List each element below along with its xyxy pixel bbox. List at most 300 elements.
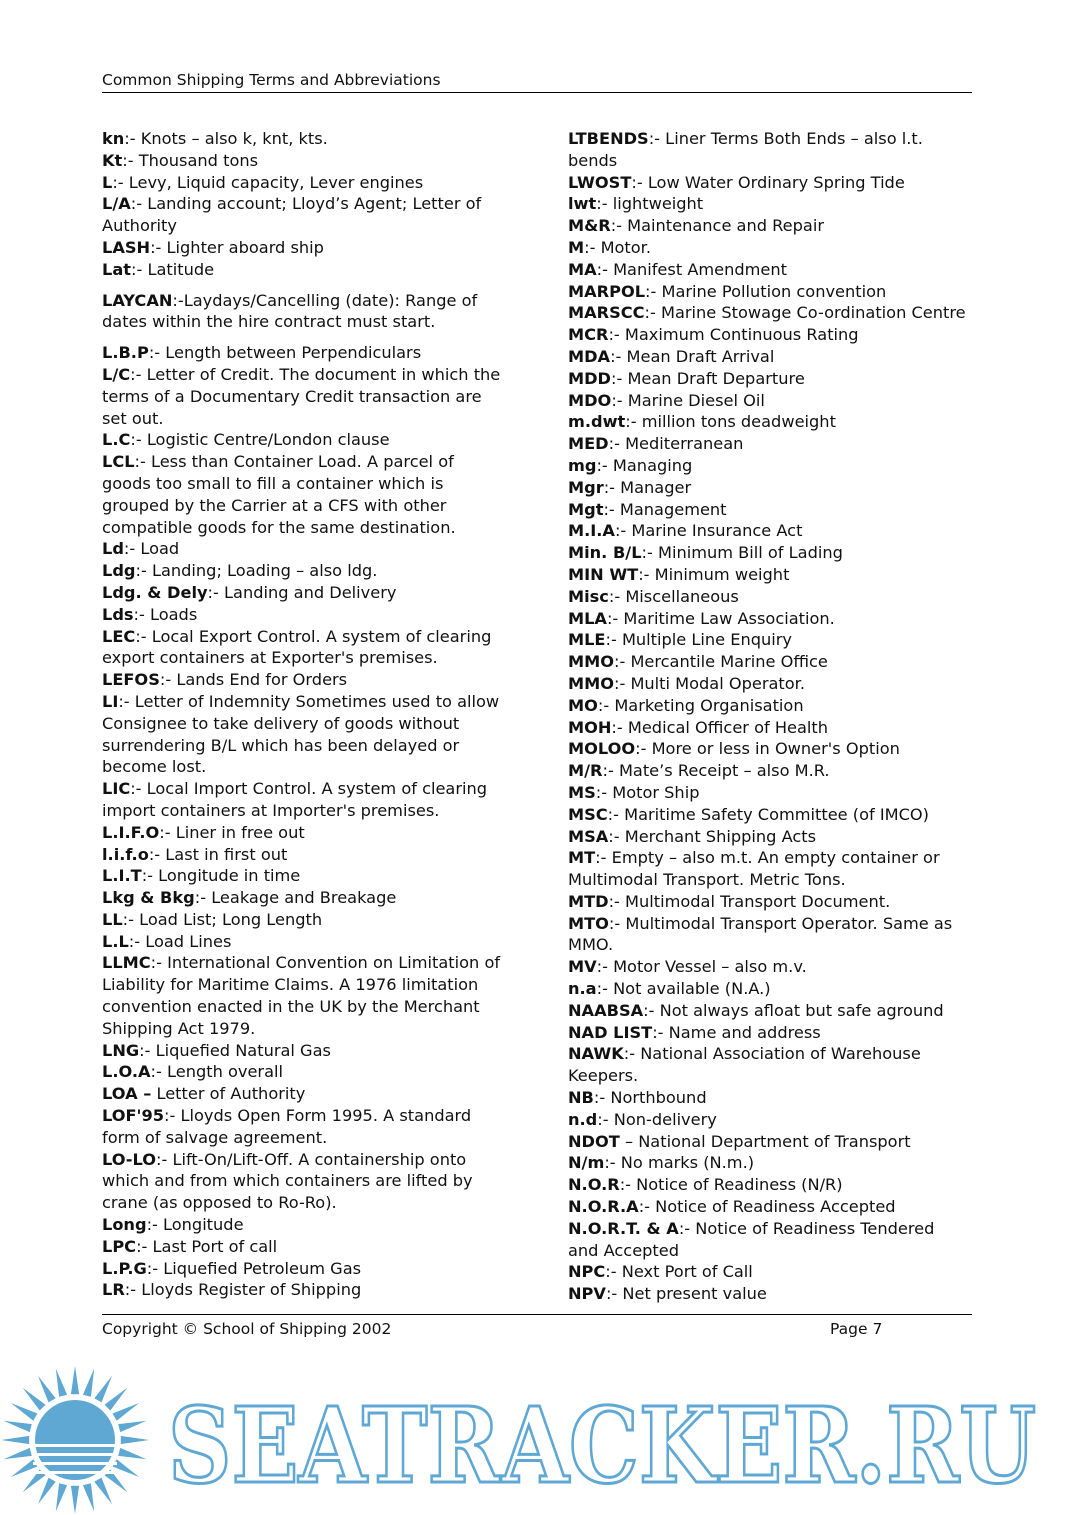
entry-separator: :- <box>608 913 626 933</box>
entry-term: MIN WT <box>568 564 639 584</box>
entry-separator: :- <box>139 1040 156 1060</box>
entry-separator: :- <box>608 325 625 345</box>
entry-definition: Logistic Centre/London clause <box>146 430 390 450</box>
entry-separator: :- <box>638 1197 656 1217</box>
entry-definition: Manifest Amendment <box>613 259 787 279</box>
entry-term: Ld <box>102 539 124 559</box>
entry-definition: Empty – also m.t. An empty container or Multimodal Transport. Metric Tons. <box>568 848 940 890</box>
glossary-entry <box>568 411 968 433</box>
entry-separator: :- <box>613 673 631 693</box>
entry-separator: :- <box>610 346 627 366</box>
entry-definition: Multimodal Transport Operator. Same as MMO. <box>568 913 953 955</box>
entry-separator: :- <box>614 521 632 541</box>
entry-definition: million tons deadweight <box>641 412 836 432</box>
glossary-entry <box>102 150 507 172</box>
entry-definition: Maritime Law Association. <box>623 608 835 628</box>
entry-term: LTBENDS <box>568 129 649 148</box>
entry-separator: :- <box>607 804 625 824</box>
entry-definition: Name and address <box>668 1022 821 1042</box>
entry-term: L.C <box>102 430 131 450</box>
entry-separator: :- <box>631 172 648 192</box>
entry-separator: :- <box>136 1236 153 1256</box>
entry-definition: Lighter aboard ship <box>166 237 324 257</box>
entry-definition: International Convention on Limitation of Liability for Maritime Claims. A 1976 limitation convention enacted in the UK by the Merchant Shipping Act 1979. <box>102 953 501 1038</box>
glossary-entry <box>568 629 968 651</box>
entry-definition: Mediterranean <box>625 434 744 454</box>
glossary-entry <box>102 952 507 1039</box>
entry-definition: Local Import Control. A system of clearing import containers at Importer's premises. <box>102 779 488 820</box>
page-number: Page 7 <box>830 1320 883 1338</box>
entry-separator: :- <box>130 430 147 450</box>
entry-separator: :- <box>623 1044 641 1064</box>
entry-term: LASH <box>102 237 151 257</box>
entry-term: M/R <box>568 761 603 781</box>
glossary-entry <box>568 1000 968 1022</box>
entry-term: MOH <box>568 717 612 737</box>
entry-separator: :- <box>652 1022 669 1042</box>
entry-definition: Multi Modal Operator. <box>630 673 805 693</box>
entry-term: N.O.R <box>568 1175 620 1195</box>
entry-definition: Letter of Authority <box>156 1084 306 1104</box>
entry-separator: :- <box>605 1284 623 1304</box>
entry-term: LLMC <box>102 953 151 973</box>
entry-separator: :- <box>150 237 167 257</box>
entry-definition: Minimum weight <box>654 564 790 584</box>
entry-term: N/m <box>568 1153 605 1173</box>
glossary-entry <box>102 364 507 429</box>
entry-term: MT <box>568 848 596 868</box>
entry-definition: Liner Terms Both Ends – also l.t. bends <box>568 129 923 170</box>
glossary-entry <box>102 451 507 538</box>
entry-term: MOLOO <box>568 739 636 759</box>
entry-definition: Laydays/Cancelling (date): Range of dates within the hire contract must start. <box>102 290 478 332</box>
entry-definition: Multimodal Transport Document. <box>625 891 891 911</box>
entry-definition: Non-delivery <box>613 1109 717 1129</box>
glossary-entry <box>102 669 507 691</box>
entry-separator: :- <box>611 717 628 737</box>
entry-term: LAYCAN <box>102 290 173 310</box>
glossary-entry <box>568 455 968 477</box>
entry-definition: Maintenance and Repair <box>627 216 824 236</box>
entry-definition: Next Port of Call <box>621 1262 753 1282</box>
entry-definition: Longitude in time <box>158 866 301 886</box>
entry-definition: Letter of Indemnity Sometimes used to allow Consignee to take delivery of goods without surrendering B/L which has been delayed or become lost. <box>102 691 500 777</box>
glossary-entry <box>102 342 507 364</box>
entry-separator: :- <box>124 1280 142 1300</box>
entry-separator: :- <box>597 1109 614 1129</box>
entry-term: Mgr <box>568 477 604 497</box>
glossary-entry <box>568 673 968 695</box>
entry-separator: :- <box>619 1175 637 1195</box>
entry-separator: :- <box>159 670 177 690</box>
entry-definition: Leakage and Breakage <box>211 888 397 908</box>
entry-term: MO <box>568 695 598 715</box>
entry-separator: :- <box>610 368 628 388</box>
entry-separator: :- <box>635 739 652 759</box>
glossary-entry <box>102 560 507 582</box>
entry-separator: :- <box>603 477 621 497</box>
entry-definition: Lands End for Orders <box>176 670 348 690</box>
entry-separator: :- <box>122 150 139 170</box>
entry-term: LO-LO <box>102 1149 157 1169</box>
entry-definition: Not always afloat but safe aground <box>659 1000 944 1020</box>
glossary-entry <box>568 128 968 172</box>
glossary-entry <box>102 604 507 626</box>
entry-term: LEC <box>102 626 136 646</box>
glossary-entry <box>102 1083 507 1105</box>
glossary-entry <box>568 738 968 760</box>
entry-separator: :- <box>611 390 628 410</box>
entry-separator: :- <box>133 604 150 624</box>
entry-definition: Last Port of call <box>152 1236 278 1256</box>
entry-definition: Liner in free out <box>175 822 305 842</box>
entry-separator: :- <box>610 216 628 236</box>
entry-definition: Motor Ship <box>612 782 700 802</box>
entry-term: L/A <box>102 194 131 214</box>
glossary-entry <box>568 477 968 499</box>
entry-separator: :- <box>643 1000 660 1020</box>
glossary-entry <box>568 695 968 717</box>
entry-definition: Minimum Bill of Lading <box>658 543 843 563</box>
entry-term: L.B.P <box>102 343 149 363</box>
entry-term: Ldg <box>102 561 136 581</box>
entry-separator: :- <box>608 586 626 606</box>
entry-separator: :- <box>644 303 661 323</box>
entry-definition: Landing account; Lloyd’s Agent; Letter of Authority <box>102 194 482 236</box>
entry-term: M <box>568 237 585 257</box>
entry-separator: :- <box>148 343 166 363</box>
entry-definition: Medical Officer of Health <box>627 717 828 737</box>
glossary-entry <box>102 172 507 194</box>
entry-term: lwt <box>568 194 597 214</box>
entry-definition: Lloyds Register of Shipping <box>141 1280 362 1300</box>
entry-separator: :- <box>172 290 184 310</box>
glossary-entry <box>102 691 507 778</box>
entry-definition: Latitude <box>147 259 215 279</box>
entry-definition: Load <box>140 539 180 559</box>
entry-definition: No marks (N.m.) <box>620 1153 755 1173</box>
entry-definition: Mercantile Marine Office <box>630 652 828 672</box>
glossary-entry <box>568 717 968 739</box>
glossary-entry <box>568 237 968 259</box>
entry-definition: Marketing Organisation <box>614 695 804 715</box>
entry-definition: Mate’s Receipt – also M.R. <box>618 761 830 781</box>
glossary-entry <box>102 626 507 670</box>
glossary-entry <box>568 215 968 237</box>
entry-definition: Maximum Continuous Rating <box>624 325 859 345</box>
glossary-entry <box>568 1218 968 1262</box>
glossary-entry <box>568 1043 968 1087</box>
entry-definition: National Department of Transport <box>638 1131 911 1151</box>
glossary-entry <box>102 290 507 334</box>
entry-term: MSC <box>568 804 608 824</box>
entry-definition: Landing and Delivery <box>224 582 397 602</box>
entry-term: N.O.R.T. & A <box>568 1218 679 1238</box>
entry-term: LOF'95 <box>102 1106 165 1126</box>
entry-separator: :- <box>150 1062 167 1082</box>
glossary-entry <box>568 1196 968 1218</box>
entry-separator: :- <box>164 1106 181 1126</box>
glossary-entry <box>568 1022 968 1044</box>
glossary-entry <box>568 368 968 390</box>
entry-definition: Managing <box>612 455 693 475</box>
glossary-entry <box>568 281 968 303</box>
entry-term: MA <box>568 259 597 279</box>
glossary-entry <box>568 760 968 782</box>
glossary-entry <box>568 1131 968 1153</box>
entry-term: LWOST <box>568 172 632 192</box>
glossary-entry <box>568 390 968 412</box>
entry-term: Misc <box>568 586 609 606</box>
entry-separator: :- <box>135 626 152 646</box>
entry-definition: Landing; Loading – also ldg. <box>151 561 378 581</box>
entry-definition: Notice of Readiness Accepted <box>655 1197 896 1217</box>
entry-term: L <box>102 172 113 192</box>
entry-term: Lkg & Bkg <box>102 888 195 908</box>
entry-separator: :- <box>596 957 614 977</box>
entry-term: L.I.F.O <box>102 822 160 842</box>
entry-term: MTO <box>568 913 609 933</box>
glossary-entry <box>102 1236 507 1258</box>
entry-definition: Marine Diesel Oil <box>627 390 765 410</box>
entry-definition: Motor. <box>600 237 651 257</box>
glossary-entry <box>568 804 968 826</box>
entry-definition: Knots – also k, knt, kts. <box>140 129 328 148</box>
entry-definition: Lloyds Open Form 1995. A standard form of salvage agreement. <box>102 1106 472 1147</box>
entry-term: n.d <box>568 1109 598 1129</box>
entry-term: l.i.f.o <box>102 844 149 864</box>
entry-separator: :- <box>595 848 612 868</box>
entry-separator: :- <box>130 779 147 799</box>
entry-term: L/C <box>102 364 131 384</box>
entry-term: LEFOS <box>102 670 160 690</box>
entry-definition: Thousand tons <box>138 150 259 170</box>
watermark <box>0 1350 1080 1515</box>
entry-separator: :- <box>641 543 658 563</box>
entry-separator: :- <box>678 1218 696 1238</box>
entry-separator: :- <box>112 172 129 192</box>
entry-term: Min. B/L <box>568 543 642 563</box>
entry-definition: Net present value <box>622 1284 767 1304</box>
glossary-entry <box>102 1214 507 1236</box>
header-title: Common Shipping Terms and Abbreviations <box>102 71 441 89</box>
entry-definition: Motor Vessel – also m.v. <box>613 957 807 977</box>
entry-term: MCR <box>568 325 609 345</box>
entry-definition: Management <box>619 499 727 519</box>
entry-definition: More or less in Owner's Option <box>651 739 900 759</box>
entry-term: LOA – <box>102 1084 152 1104</box>
entry-separator: :- <box>207 582 224 602</box>
entry-separator: :- <box>608 891 626 911</box>
entry-term: MDO <box>568 390 612 410</box>
entry-term: NPC <box>568 1262 606 1282</box>
glossary-entry <box>102 822 507 844</box>
glossary-entry <box>568 259 968 281</box>
entry-term: MLE <box>568 630 606 650</box>
entry-definition: Low Water Ordinary Spring Tide <box>647 172 905 192</box>
entry-definition: Marine Stowage Co-ordination Centre <box>660 303 966 323</box>
entry-separator: :- <box>156 1149 173 1169</box>
entry-term: L.L <box>102 931 129 951</box>
glossary-entry <box>102 259 507 281</box>
entry-definition: lightweight <box>612 194 704 214</box>
entry-separator: :- <box>146 1258 164 1278</box>
entry-term: MSA <box>568 826 609 846</box>
entry-definition: Levy, Liquid capacity, Lever engines <box>128 172 424 192</box>
entry-separator: :- <box>597 695 615 715</box>
entry-definition: Less than Container Load. A parcel of goods too small to fill a container which is grouped by the Carrier at a CFS with other compatible goods for the same destination. <box>102 452 456 537</box>
glossary-entry <box>568 346 968 368</box>
entry-term: LR <box>102 1280 125 1300</box>
entry-separator: :- <box>608 826 625 846</box>
glossary-entry <box>568 847 968 891</box>
glossary-entry <box>568 913 968 957</box>
entry-term: L.P.G <box>102 1258 147 1278</box>
glossary-entry <box>102 1105 507 1149</box>
entry-definition: Loads <box>150 604 198 624</box>
entry-term: LL <box>102 909 123 929</box>
entry-separator: :- <box>613 652 631 672</box>
entry-term: Long <box>102 1215 147 1235</box>
glossary-entry <box>102 237 507 259</box>
watermark-graphic <box>0 1350 1080 1515</box>
glossary-entry <box>568 564 968 586</box>
glossary-entry <box>568 1109 968 1131</box>
entry-separator: :- <box>648 129 666 148</box>
glossary-entry <box>102 128 507 150</box>
entry-term: NAABSA <box>568 1000 644 1020</box>
glossary-entry <box>102 538 507 560</box>
entry-term: MS <box>568 782 596 802</box>
entry-separator: :- <box>605 630 622 650</box>
entry-term: MDA <box>568 346 611 366</box>
glossary-entry <box>568 324 968 346</box>
glossary-entry <box>102 931 507 953</box>
entry-separator: :- <box>603 499 620 519</box>
entry-separator: :- <box>602 761 619 781</box>
glossary-entry <box>568 302 968 324</box>
glossary-entry <box>102 429 507 451</box>
glossary-entry <box>102 844 507 866</box>
entry-definition: Last in first out <box>165 844 288 864</box>
entry-separator: :- <box>625 412 642 432</box>
entry-term: L.I.T <box>102 866 142 886</box>
entry-separator: :- <box>134 452 151 472</box>
entry-definition: Longitude <box>163 1215 244 1235</box>
entry-separator: :- <box>123 539 141 559</box>
entry-term: MARSCC <box>568 303 645 323</box>
entry-term: n.a <box>568 979 597 999</box>
entry-definition: Mean Draft Departure <box>627 368 805 388</box>
page-footer <box>102 1314 972 1344</box>
entry-term: NDOT <box>568 1131 620 1151</box>
glossary-entry <box>568 1283 968 1305</box>
entry-separator: :- <box>159 822 176 842</box>
entry-term: LNG <box>102 1040 140 1060</box>
entry-term: MARPOL <box>568 281 646 301</box>
glossary-entry <box>568 1174 968 1196</box>
entry-term: LIC <box>102 779 131 799</box>
entry-term: LCL <box>102 452 135 472</box>
glossary-entry <box>568 782 968 804</box>
glossary-entry <box>102 1279 507 1301</box>
entry-separator: :- <box>596 455 613 475</box>
entry-term: MTD <box>568 891 609 911</box>
entry-term: NAWK <box>568 1044 624 1064</box>
entry-term: Lds <box>102 604 134 624</box>
entry-separator: :- <box>596 979 614 999</box>
entry-separator: :- <box>606 608 624 628</box>
entry-separator: :- <box>645 281 662 301</box>
entry-term: MED <box>568 434 609 454</box>
entry-term: Kt <box>102 150 123 170</box>
entry-definition: Mean Draft Arrival <box>626 346 775 366</box>
entry-definition: Liquefied Natural Gas <box>155 1040 331 1060</box>
entry-separator: :- <box>146 1215 164 1235</box>
glossary-entry <box>102 193 507 237</box>
left-column <box>102 128 507 1301</box>
glossary-entry <box>568 499 968 521</box>
entry-definition: Maritime Safety Committee (of IMCO) <box>624 804 929 824</box>
entry-term: LPC <box>102 1236 137 1256</box>
glossary-entry <box>568 956 968 978</box>
entry-definition: Length overall <box>167 1062 283 1082</box>
entry-separator: :- <box>128 931 146 951</box>
glossary-entry <box>102 582 507 604</box>
glossary-entry <box>568 1261 968 1283</box>
glossary-entry <box>568 1152 968 1174</box>
glossary-entry <box>568 608 968 630</box>
entry-separator: :- <box>148 844 166 864</box>
entry-term: LI <box>102 691 119 711</box>
entry-separator: :- <box>605 1262 622 1282</box>
glossary-entry <box>568 542 968 564</box>
entry-definition: Length between Perpendiculars <box>165 343 422 363</box>
glossary-entry <box>568 826 968 848</box>
glossary-entry <box>568 978 968 1000</box>
entry-definition: Notice of Readiness (N/R) <box>636 1175 843 1195</box>
entry-definition: Miscellaneous <box>625 586 739 606</box>
entry-separator: :- <box>130 194 148 214</box>
glossary-entry <box>102 1040 507 1062</box>
entry-definition: Marine Insurance Act <box>631 521 803 541</box>
entry-separator: :- <box>638 564 655 584</box>
entry-separator: :- <box>604 1153 621 1173</box>
entry-separator: :- <box>608 434 626 454</box>
entry-definition: Liquefied Petroleum Gas <box>163 1258 362 1278</box>
entry-term: m.dwt <box>568 412 626 432</box>
entry-separator: :- <box>596 194 613 214</box>
page-header <box>102 71 972 93</box>
glossary-entry <box>568 651 968 673</box>
entry-term: M&R <box>568 216 611 236</box>
glossary-entry <box>102 909 507 931</box>
watermark-text: SEATRACKER.RU <box>168 1384 1036 1507</box>
entry-definition: Marine Pollution convention <box>661 281 887 301</box>
entry-term: MMO <box>568 652 614 672</box>
entry-term: NAD LIST <box>568 1022 653 1042</box>
entry-separator: :- <box>584 237 601 257</box>
entry-definition: Notice of Readiness Tendered and Accepted <box>568 1218 935 1260</box>
entry-separator: :- <box>130 364 147 384</box>
entry-term: NB <box>568 1088 594 1108</box>
entry-separator: :- <box>135 561 152 581</box>
entry-definition: Not available (N.A.) <box>613 979 771 999</box>
entry-definition: Lift-On/Lift-Off. A containership onto which and from which containers are lifted by crane (as opposed to Ro-Ro). <box>102 1149 473 1213</box>
glossary-entry <box>568 1087 968 1109</box>
entry-term: MDD <box>568 368 611 388</box>
entry-definition: Northbound <box>610 1088 707 1108</box>
